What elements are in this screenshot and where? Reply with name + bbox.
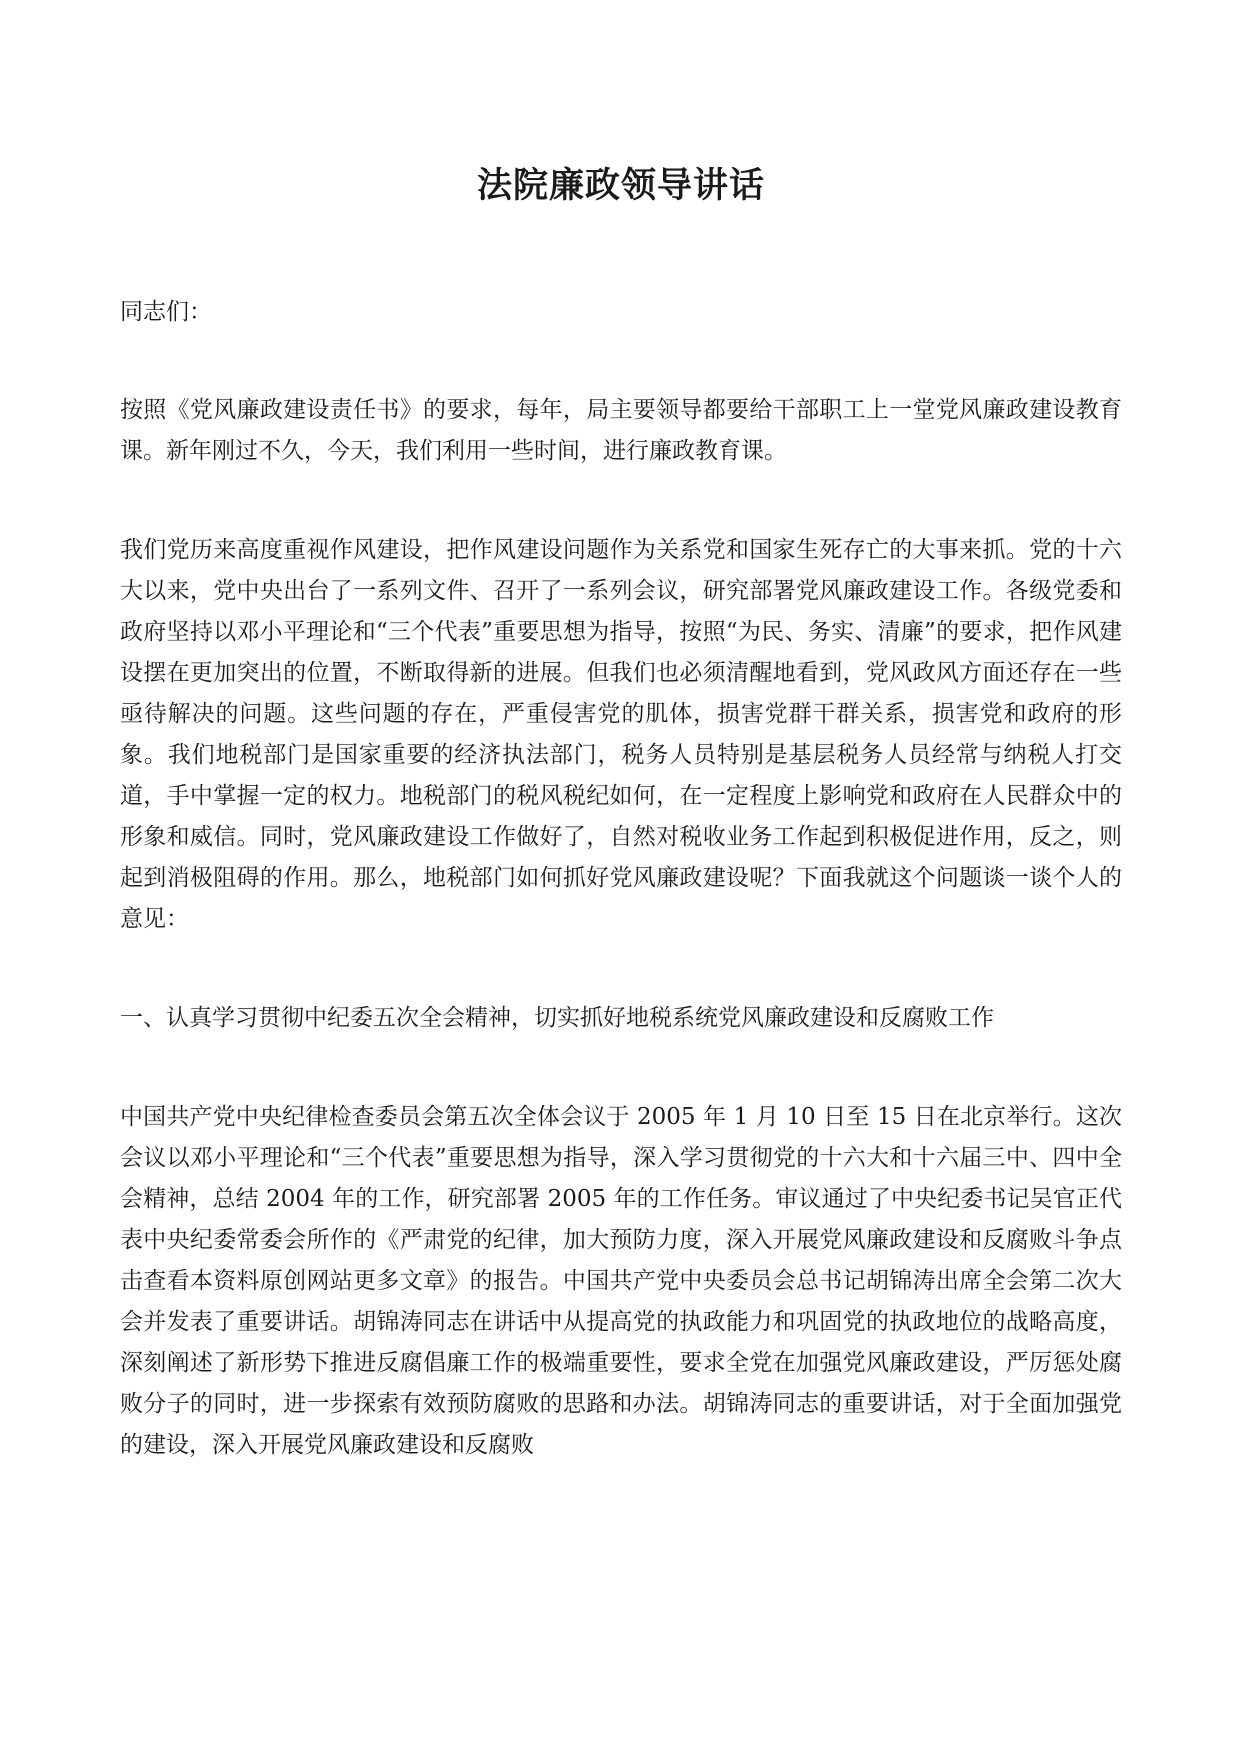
- paragraph-work-style: 我们党历来高度重视作风建设，把作风建设问题作为关系党和国家生死存亡的大事来抓。党的十六大以来，党中央出台了一系列文件、召开了一系列会议，研究部署党风廉政建设工作。各级党委和政府坚持以邓小平理论和“三个代表”重要思想为指导，按照“为民、务实、清廉”的要求，把作风建设摆在更加突出的位置，不断取得新的进展。但我们也必须清醒地看到，党风政风方面还存在一些亟待解决的问题。这些问题的存在，严重侵害党的肌体，损害党群干群关系，损害党和政府的形象。我们地税部门是国家重要的经济执法部门，税务人员特别是基层税务人员经常与纳税人打交道，手中掌握一定的权力。地税部门的税风税纪如何，在一定程度上影响党和政府在人民群众中的形象和威信。同时，党风廉政建设工作做好了，自然对税收业务工作起到积极促进作用，反之，则起到消极阻碍的作用。那么，地税部门如何抓好党风廉政建设呢？下面我就这个问题谈一谈个人的意见：: [120, 537, 1122, 932]
- section-heading: 一、认真学习贯彻中纪委五次全会精神，切实抓好地税系统党风廉政建设和反腐败工作: [120, 1005, 994, 1031]
- section-paragraph: 中国共产党中央纪律检查委员会第五次全体会议于 2005 年 1 月 10 日至 15 日在北京举行。这次会议以邓小平理论和“三个代表”重要思想为指导，深入学习贯彻党的十六大和十六届三中、四中全会精神，总结 2004 年的工作，研究部署 2005 年的工作任务。审议通过了中央纪委书记吴官正代表中央纪委常委会所作的《严肃党的纪律，加大预防力度，深入开展党风廉政建设和反腐败斗争点击查看本资料原创网站更多文章》的报告。中国共产党中央委员会总书记胡锦涛出席全会第二次大会并发表了重要讲话。胡锦涛同志在讲话中从提高党的执政能力和巩固党的执政地位的战略高度，深刻阐述了新形势下推进反腐倡廉工作的极端重要性，要求全党在加强党风廉政建设，严厉惩处腐败分子的同时，进一步探索有效预防腐败的思路和办法。胡锦涛同志的重要讲话，对于全面加强党的建设，深入开展党风廉政建设和反腐败: [120, 1104, 1122, 1458]
- greeting: 同志们：: [120, 299, 212, 325]
- document-title: 法院廉政领导讲话: [476, 165, 765, 206]
- paragraph-intro: 按照《党风廉政建设责任书》的要求，每年，局主要领导都要给干部职工上一堂党风廉政建设教育课。新年刚过不久，今天，我们利用一些时间，进行廉政教育课。: [120, 397, 1122, 464]
